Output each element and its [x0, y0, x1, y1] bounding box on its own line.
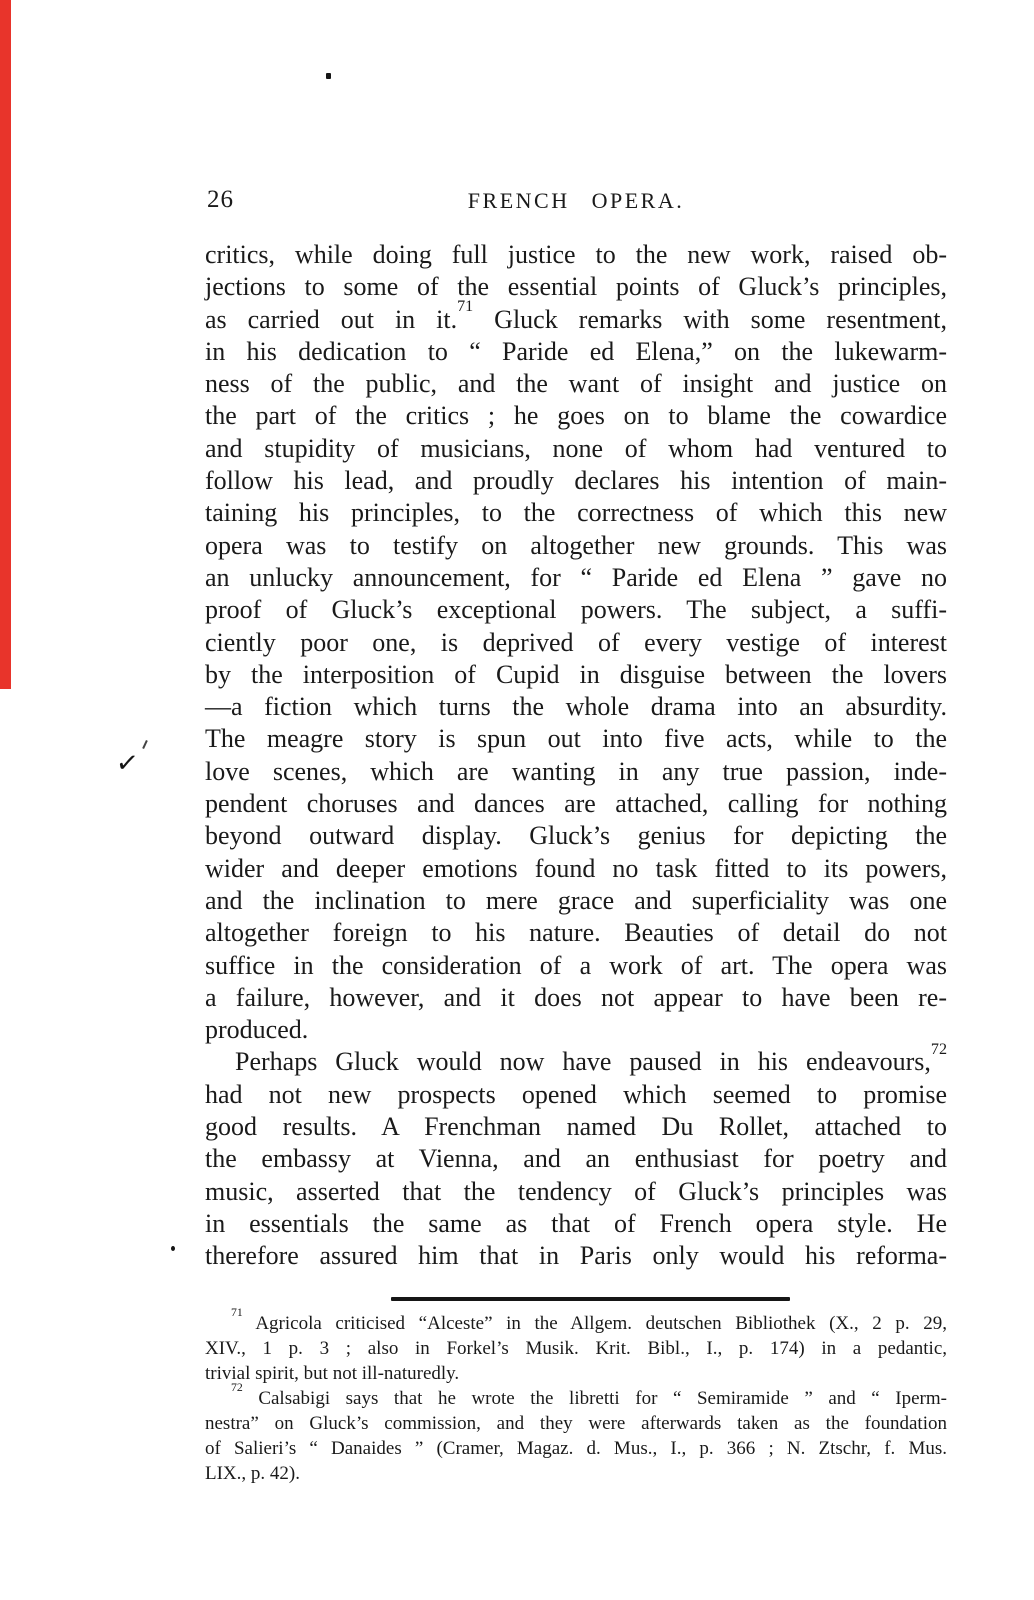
- body-line: in his dedication to “ Paride ed Elena,” on the lukewarm-: [205, 336, 947, 366]
- footnotes: [205, 1306, 947, 1486]
- body-line: ciently poor one, is deprived of every vestige of interest: [205, 627, 947, 657]
- footnote-line: XIV., 1 p. 3 ; also in Forkel’s Musik. Krit. Bibl., I., p. 174) in a pedantic,: [205, 1338, 947, 1359]
- body-line: suffice in the consideration of a work of art. The opera was: [205, 950, 947, 980]
- body-line: as carried out in it.$^{71}$ Gluck remarks with some resentment,: [205, 297, 947, 334]
- body-line: altogether foreign to his nature. Beauties of detail do not: [205, 918, 947, 948]
- footnote-line: trivial spirit, but not ill-naturedly.: [205, 1363, 460, 1384]
- body-line: the part of the critics ; he goes on to blame the cowardice: [205, 401, 947, 431]
- body-line: and the inclination to mere grace and superficiality was one: [205, 885, 947, 915]
- body-line: music, asserted that the tendency of Gluck’s principles was: [205, 1176, 947, 1206]
- body-line: wider and deeper emotions found no task fitted to its powers,: [205, 853, 947, 883]
- body-line: pendent choruses and dances are attached, calling for nothing: [205, 789, 947, 819]
- body-line: produced.: [205, 1015, 309, 1045]
- body-line: the embassy at Vienna, and an enthusiast for poetry and: [205, 1144, 947, 1174]
- footnote-reference: 72: [930, 1040, 947, 1058]
- footnote-reference: 71: [457, 297, 474, 315]
- footnote-line: LIX., p. 42).: [205, 1463, 300, 1484]
- body-line: a failure, however, and it does not appear to have been re-: [205, 982, 947, 1012]
- body-line: proof of Gluck’s exceptional powers. The subject, a suffi-: [205, 595, 947, 625]
- footnote-line: nestra” on Gluck’s commission, and they were afterwards taken as the foundation: [205, 1413, 947, 1434]
- body-line: had not new prospects opened which seemed to promise: [205, 1079, 947, 1109]
- footnote-reference: 71: [231, 1306, 243, 1320]
- body-line: and stupidity of musicians, none of whom had ventured to: [205, 433, 947, 463]
- body-line: by the interposition of Cupid in disguise between the lovers: [205, 659, 947, 689]
- footnote-reference: 72: [231, 1381, 243, 1395]
- footnote-divider-rule: [391, 1297, 790, 1301]
- body-line: follow his lead, and proudly declares his intention of main-: [205, 466, 947, 496]
- body-line: ness of the public, and the want of insight and justice on: [205, 369, 947, 399]
- ink-speck: [142, 740, 148, 749]
- pen-checkmark: ✓: [114, 746, 141, 780]
- ink-speck: [326, 73, 331, 79]
- body-line: —a fiction which turns the whole drama into an absurdity.: [205, 692, 947, 722]
- body-line: therefore assured him that in Paris only would his reforma-: [205, 1241, 947, 1271]
- footnote-line: $^{72}$ Calsabigi says that he wrote the libretti for “ Semiramide ” and “ Iperm-: [231, 1381, 947, 1409]
- body-line: love scenes, which are wanting in any true passion, inde-: [205, 756, 947, 786]
- body-line: critics, while doing full justice to the new work, raised ob-: [205, 240, 947, 269]
- body-text: [205, 239, 947, 1273]
- body-line: good results. A Frenchman named Du Rollet, attached to: [205, 1112, 947, 1142]
- body-line: in essentials the same as that of French opera style. He: [205, 1208, 947, 1238]
- ink-speck: [171, 1246, 175, 1251]
- page-number: 26: [207, 186, 234, 213]
- body-line: The meagre story is spun out into five acts, while to the: [205, 724, 947, 754]
- body-line: Perhaps Gluck would now have paused in his endeavours,$^{72}$: [235, 1040, 947, 1077]
- scan-edge-red-stripe: [0, 0, 11, 689]
- footnote-line: $^{71}$ Agricola criticised “Alceste” in the Allgem. deutschen Bibliothek (X., 2 p. 29,: [231, 1306, 947, 1334]
- body-line: taining his principles, to the correctness of which this new: [205, 498, 947, 528]
- body-line: jections to some of the essential points of Gluck’s principles,: [205, 272, 947, 302]
- body-line: beyond outward display. Gluck’s genius for depicting the: [205, 821, 947, 851]
- footnote-line: of Salieri’s “ Danaides ” (Cramer, Magaz. d. Mus., I., p. 366 ; N. Ztschr, f. Mus.: [205, 1438, 947, 1459]
- running-header: FRENCH OPERA.: [467, 188, 685, 213]
- body-line: opera was to testify on altogether new grounds. This was: [205, 530, 947, 560]
- body-line: an unlucky announcement, for “ Paride ed Elena ” gave no: [205, 562, 947, 592]
